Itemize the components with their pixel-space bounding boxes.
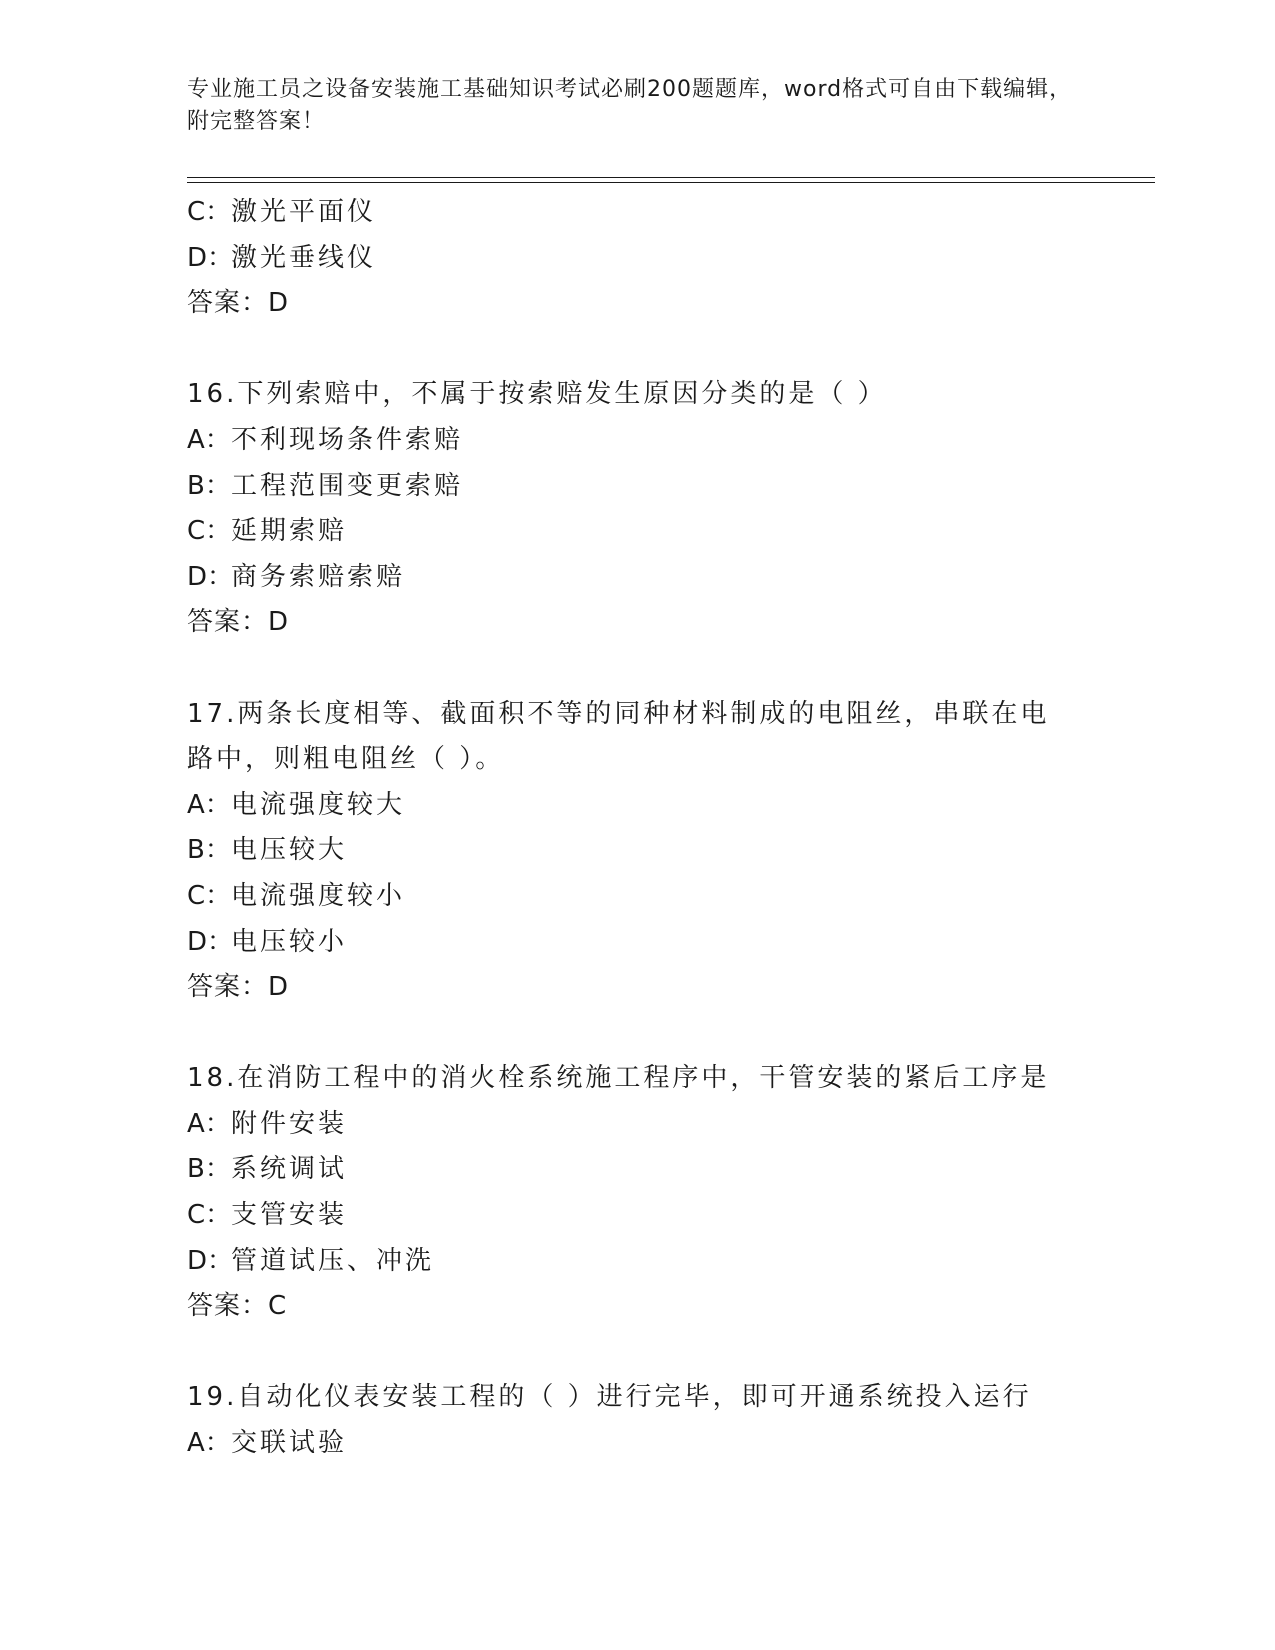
option-item: A：不利现场条件索赔 bbox=[187, 424, 464, 455]
option-item: C：延期索赔 bbox=[187, 516, 348, 547]
answer-line: 答案：C bbox=[187, 1291, 288, 1322]
answer-line: 答案：D bbox=[187, 288, 290, 319]
question-text: 19.自动化仪表安装工程的（ ）进行完毕，即可开通系统投入运行 bbox=[187, 1382, 1032, 1413]
header-divider-top bbox=[187, 177, 1155, 178]
spacer bbox=[187, 646, 1087, 692]
option-item: D：商务索赔索赔 bbox=[187, 561, 406, 592]
option-item: D：激光垂线仪 bbox=[187, 242, 377, 273]
option-item: B：电压较大 bbox=[187, 835, 348, 866]
option-item: A：电流强度较大 bbox=[187, 789, 406, 820]
header-divider-bottom bbox=[187, 182, 1155, 183]
question-content bbox=[187, 190, 1087, 1467]
option-item: A：附件安装 bbox=[187, 1108, 348, 1139]
option-item: B：系统调试 bbox=[187, 1154, 348, 1185]
option-item: B：工程范围变更索赔 bbox=[187, 470, 464, 501]
option-item: D：电压较小 bbox=[187, 926, 348, 957]
answer-line: 答案：D bbox=[187, 607, 290, 638]
spacer bbox=[187, 1011, 1087, 1057]
answer-line: 答案：D bbox=[187, 972, 290, 1003]
spacer bbox=[187, 327, 1087, 373]
option-item: C：支管安装 bbox=[187, 1200, 348, 1231]
option-item: A：交联试验 bbox=[187, 1428, 348, 1459]
option-item: D：管道试压、冲洗 bbox=[187, 1245, 435, 1276]
option-item: C：激光平面仪 bbox=[187, 197, 377, 227]
question-text: 18.在消防工程中的消火栓系统施工程序中，干管安装的紧后工序是 bbox=[187, 1063, 1050, 1094]
document-header: 专业施工员之设备安装施工基础知识考试必刷200题题库，word格式可自由下载编辑，附完整答案！ bbox=[187, 77, 1073, 134]
spacer bbox=[187, 1330, 1087, 1376]
question-text: 16.下列索赔中，不属于按索赔发生原因分类的是（ ） bbox=[187, 379, 887, 410]
option-item: C：电流强度较小 bbox=[187, 880, 406, 911]
question-text: 17.两条长度相等、截面积不等的同种材料制成的电阻丝，串联在电路中，则粗电阻丝（ ）。 bbox=[187, 698, 1050, 775]
